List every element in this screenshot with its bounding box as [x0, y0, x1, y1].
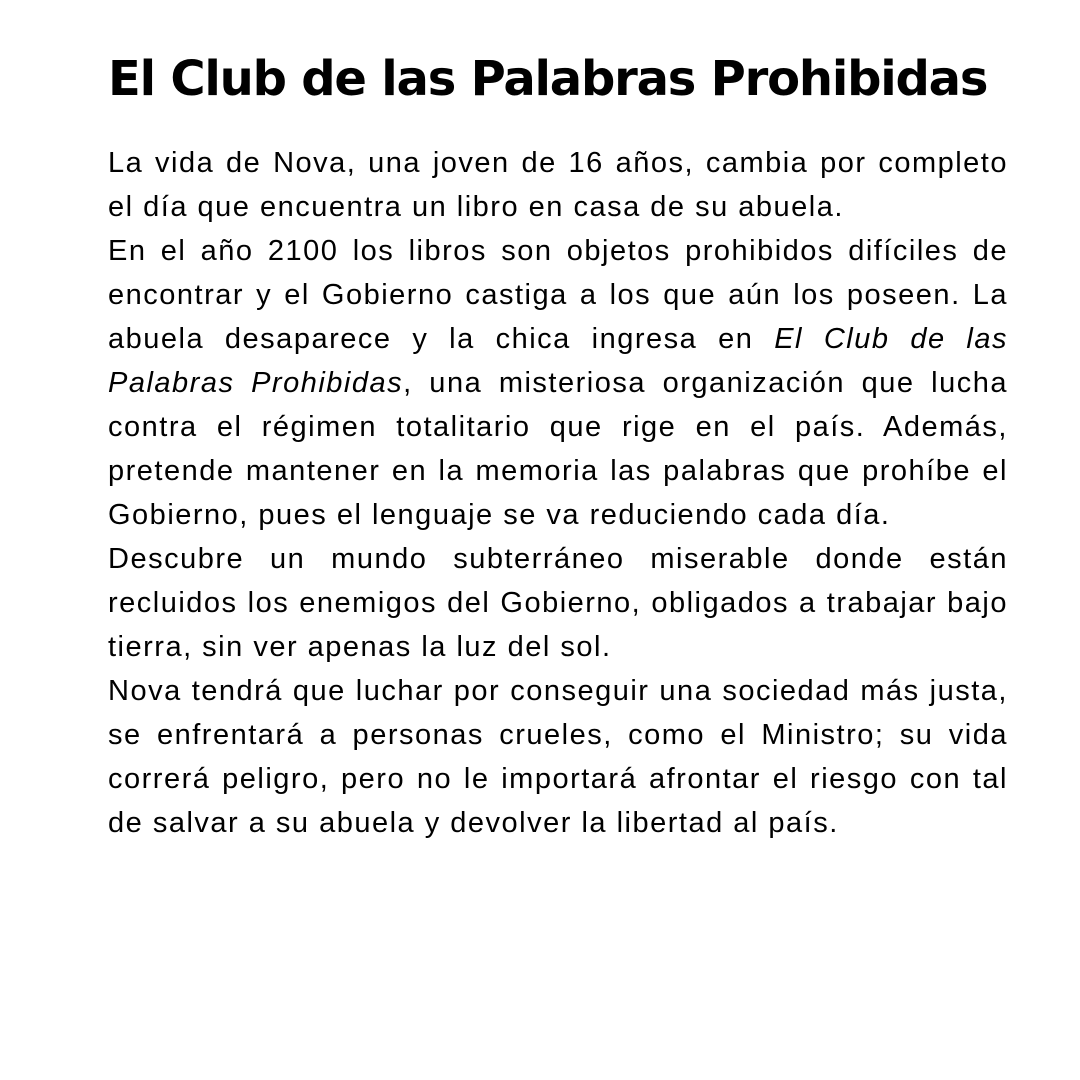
paragraph-2	[108, 229, 1008, 537]
paragraph-1: La vida de Nova, una joven de 16 años, cambia por completo el día que encuentra un libro en casa de su abuela.	[108, 147, 1008, 223]
synopsis-body	[108, 141, 1008, 845]
paragraph-2-text-start: En el año 2100 los libros son objetos prohibidos difíciles de encontrar y el Gobierno castiga a los que aún los poseen. La abuela desaparece y la chica ingresa en	[108, 235, 1008, 355]
paragraph-4: Nova tendrá que luchar por conseguir una sociedad más justa, se enfrentará a personas crueles, como el Ministro; su vida correrá peligro, pero no le importará afrontar el riesgo con tal de salvar a su abuela y devolver la libertad al país.	[108, 675, 1008, 839]
book-title-italic: El Club de las Palabras Prohibidas	[108, 323, 1008, 399]
document-title: El Club de las Palabras Prohibidas	[108, 51, 988, 107]
document-page	[108, 44, 1008, 845]
paragraph-3: Descubre un mundo subterráneo miserable donde están recluidos los enemigos del Gobierno, obligados a trabajar bajo tierra, sin ver apenas la luz del sol.	[108, 543, 1008, 663]
paragraph-2-text-end: , una misteriosa organización que lucha contra el régimen totalitario que rige en el país. Además, pretende mantener en la memoria las palabras que prohíbe el Gobierno, pues el lenguaje se va reduciendo cada día.	[108, 367, 1009, 531]
